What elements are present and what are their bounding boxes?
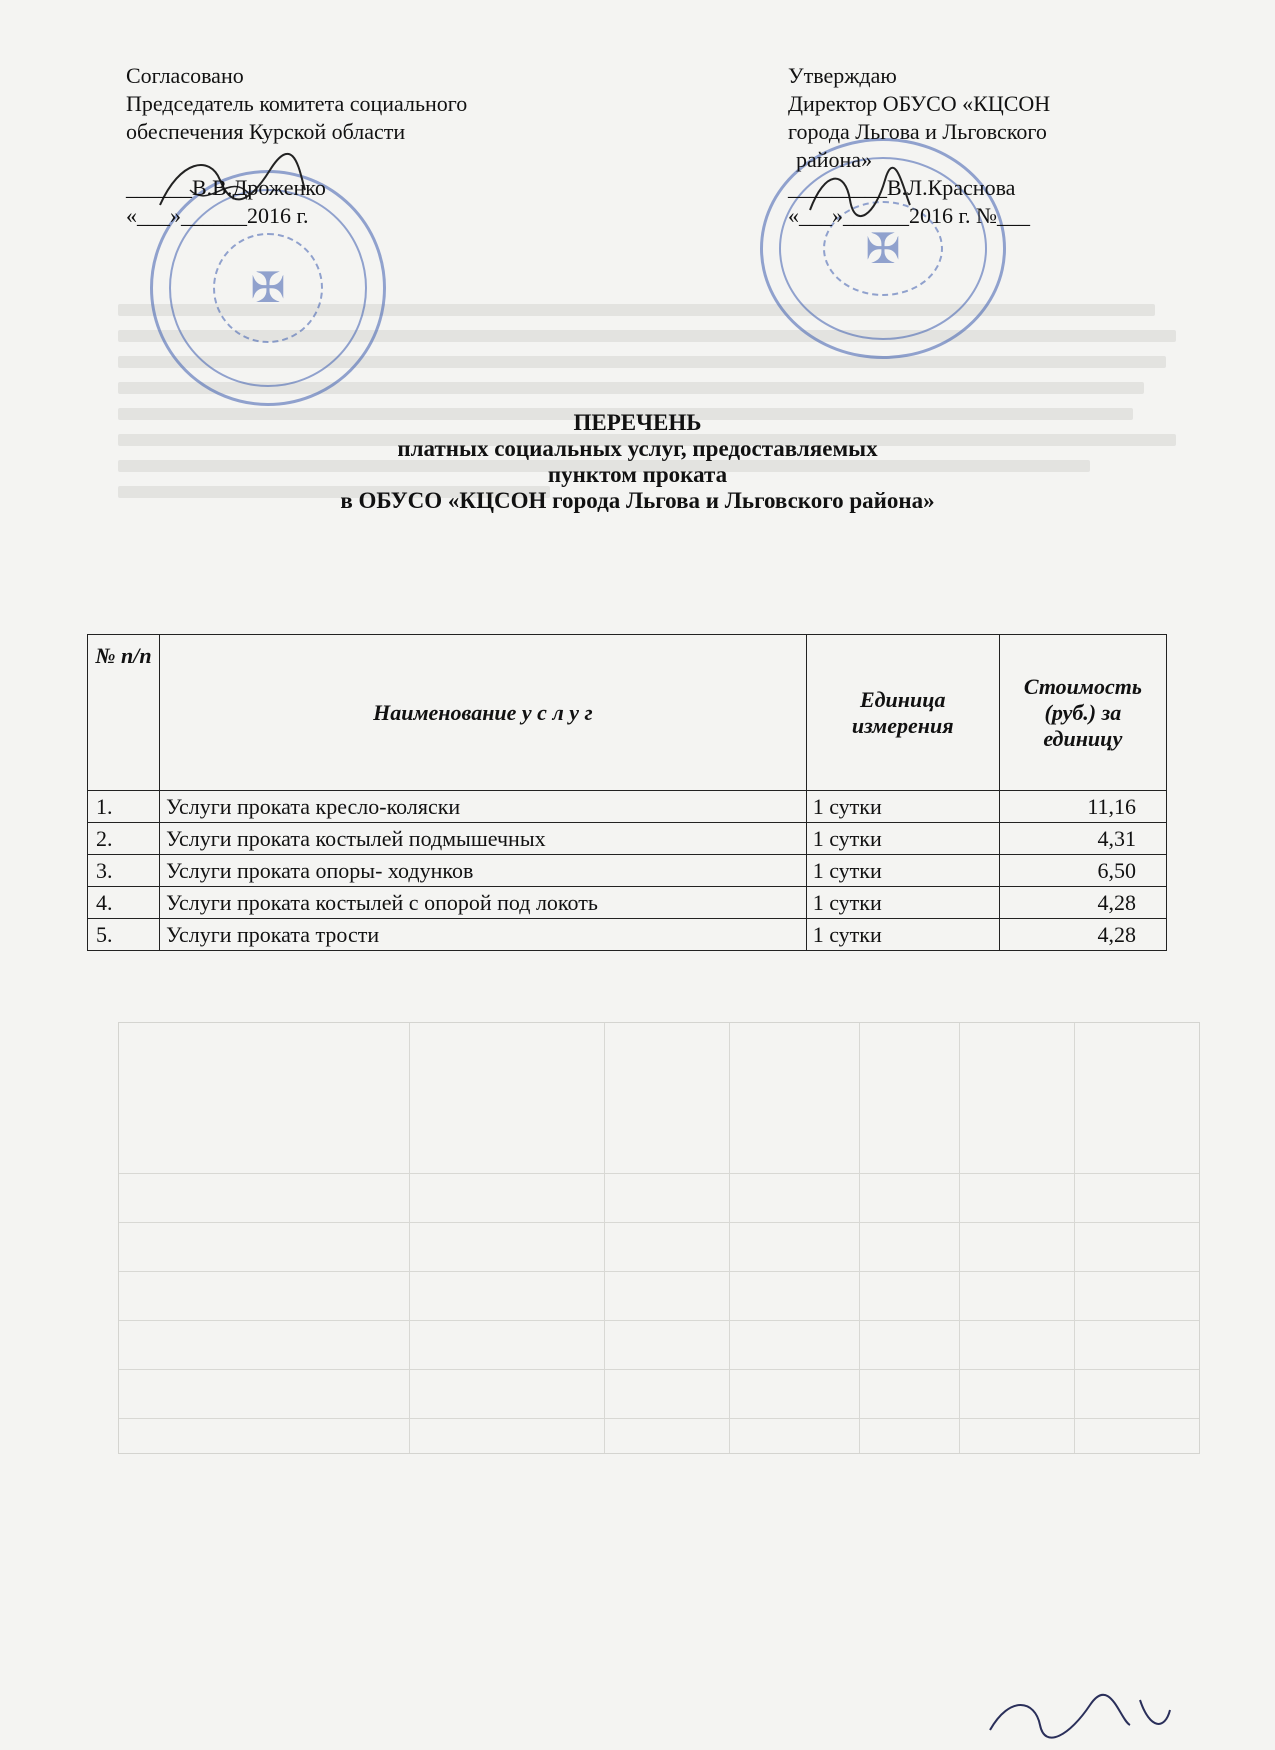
table-header-row — [88, 635, 1167, 791]
table-row — [88, 887, 1167, 919]
table-row — [88, 855, 1167, 887]
row-service-name: Услуги проката костылей с опорой под локоть — [160, 887, 807, 919]
coat-of-arms-icon: ✠ — [865, 226, 901, 273]
approver-position: города Льгова и Льговского — [788, 119, 1047, 144]
table-row — [88, 791, 1167, 823]
row-number: 5. — [88, 919, 160, 951]
row-service-name: Услуги проката кресло-коляски — [160, 791, 807, 823]
approver-position: обеспечения Курской области — [126, 119, 406, 144]
approver-position: Председатель комитета социального — [126, 91, 468, 116]
row-price: 4,28 — [999, 919, 1166, 951]
title-line: пунктом проката — [547, 462, 728, 487]
row-unit: 1 сутки — [806, 919, 999, 951]
approval-block-agreed — [126, 62, 467, 230]
header-price: Стоимость (руб.) за единицу — [999, 635, 1166, 791]
row-unit: 1 сутки — [806, 887, 999, 919]
approver-name: ______В.В.Дроженко — [126, 175, 326, 200]
approval-date: «___»______2016 г. №___ — [788, 203, 1031, 228]
row-number: 3. — [88, 855, 160, 887]
table-row — [88, 919, 1167, 951]
row-number: 4. — [88, 887, 160, 919]
title-line: в ОБУСО «КЦСОН города Льгова и Льговского района» — [340, 488, 935, 513]
title-line: платных социальных услуг, предоставляемых — [397, 436, 878, 461]
approver-position: Директор ОБУСО «КЦСОН — [788, 91, 1051, 116]
header-number: № п/п — [88, 635, 160, 791]
approval-label: Утверждаю — [788, 63, 897, 88]
services-price-table — [87, 634, 1167, 951]
coat-of-arms-icon: ✠ — [250, 266, 286, 312]
row-unit: 1 сутки — [806, 823, 999, 855]
show-through-table — [118, 1022, 1200, 1454]
row-price: 4,31 — [999, 823, 1166, 855]
title-heading: ПЕРЕЧЕНЬ — [573, 410, 702, 435]
row-price: 11,16 — [999, 791, 1166, 823]
signature-bottom — [980, 1690, 1180, 1745]
table-row — [88, 823, 1167, 855]
approver-position: района» — [796, 147, 873, 172]
approval-label: Согласовано — [126, 63, 244, 88]
row-unit: 1 сутки — [806, 855, 999, 887]
row-service-name: Услуги проката опоры- ходунков — [160, 855, 807, 887]
row-number: 2. — [88, 823, 160, 855]
row-service-name: Услуги проката трости — [160, 919, 807, 951]
row-price: 6,50 — [999, 855, 1166, 887]
row-service-name: Услуги проката костылей подмышечных — [160, 823, 807, 855]
approval-block-approved — [788, 62, 1050, 230]
document-title — [0, 410, 1275, 514]
header-unit: Единица измерения — [806, 635, 999, 791]
row-price: 4,28 — [999, 887, 1166, 919]
approval-date: «___»______2016 г. — [126, 203, 309, 228]
header-service-name: Наименование у с л у г — [160, 635, 807, 791]
row-unit: 1 сутки — [806, 791, 999, 823]
row-number: 1. — [88, 791, 160, 823]
approver-name: _________В.Л.Краснова — [788, 175, 1016, 200]
